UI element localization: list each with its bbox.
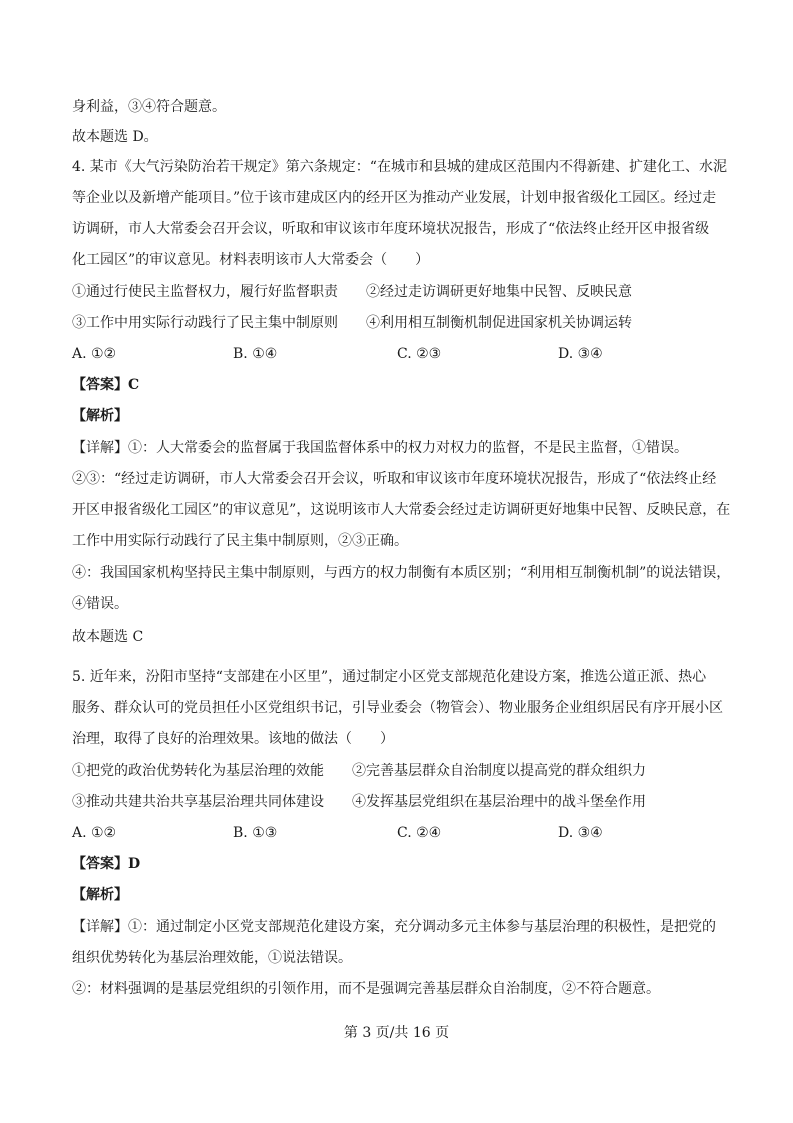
- option-d: D. ③④: [558, 346, 603, 362]
- question-4-line: 4. 某市《大气污染防治若干规定》第六条规定：“在城市和县城的建成区范围内不得新建、扩建化工、水泥: [72, 159, 727, 175]
- question-4-statements: ①通过行使民主监督权力，履行好监督职责 ②经过走访调研更好地集中民智、反映民意: [72, 284, 632, 300]
- option-a: A. ①②: [72, 346, 117, 362]
- question-5-line: 服务、群众认可的党员担任小区党组织书记，引导业委会（物管会）、物业服务企业组织居民有序开展小区: [72, 700, 723, 716]
- explanation-line: 【详解】①：人大常委会的监督属于我国监督体系中的权力对权力的监督，不是民主监督，①错误。: [72, 440, 688, 456]
- explanation-line: 开区申报省级化工园区”的审议意见”，这说明该市人大常委会经过走访调研更好地集中民智、反映民意，在: [72, 502, 731, 518]
- question-5-line: 5. 近年来，汾阳市坚持“支部建在小区里”，通过制定小区党支部规范化建设方案，推选公道正派、热心: [72, 669, 707, 685]
- explanation-line: ④错误。: [72, 596, 128, 612]
- explanation-line: 【详解】①：通过制定小区党支部规范化建设方案，充分调动多元主体参与基层治理的积极性，是把党的: [72, 919, 716, 935]
- question-5-line: 治理，取得了良好的治理效果。该地的做法（ ）: [72, 731, 394, 747]
- text-line: 身利益，③④符合题意。: [72, 99, 226, 115]
- explanation-line: 工作中用实际行动践行了民主集中制原则，②③正确。: [72, 533, 408, 549]
- explanation-line: ②：材料强调的是基层党组织的引领作用，而不是强调完善基层群众自治制度，②不符合题意。: [72, 981, 660, 997]
- option-b: B. ①③: [233, 825, 278, 841]
- option-d: D. ③④: [558, 825, 603, 841]
- option-c: C. ②④: [397, 825, 442, 841]
- analysis-label: 【解析】: [72, 408, 128, 424]
- question-5-statements: ①把党的政治优势转化为基层治理的效能 ②完善基层群众自治制度以提高党的群众组织力: [72, 763, 646, 779]
- question-4-line: 等企业以及新增产能项目。”位于该市建成区内的经开区为推动产业发展，计划申报省级化工园区。经过走: [72, 190, 717, 206]
- analysis-label: 【解析】: [72, 887, 128, 903]
- option-b: B. ①④: [233, 346, 278, 362]
- answer-label: 【答案】D: [72, 856, 141, 872]
- question-4-line: 访调研，市人大常委会召开会议，听取和审议该市年度环境状况报告，形成了“依法终止经开区申报省级: [72, 221, 710, 237]
- option-c: C. ②③: [397, 346, 442, 362]
- explanation-line: 组织优势转化为基层治理效能，①说法错误。: [72, 950, 352, 966]
- question-4-line: 化工园区”的审议意见。材料表明该市人大常委会（ ）: [72, 252, 430, 268]
- text-line: 故本题选 C: [72, 629, 144, 645]
- answer-label: 【答案】C: [72, 377, 140, 393]
- explanation-line: ②③：“经过走访调研，市人大常委会召开会议，听取和审议该市年度环境状况报告，形成了“依法终止经: [72, 471, 717, 487]
- question-4-statements: ③工作中用实际行动践行了民主集中制原则 ④利用相互制衡机制促进国家机关协调运转: [72, 315, 632, 331]
- option-a: A. ①②: [72, 825, 117, 841]
- question-5-statements: ③推动共建共治共享基层治理共同体建设 ④发挥基层党组织在基层治理中的战斗堡垒作用: [72, 794, 646, 810]
- page-number: 第 3 页/共 16 页: [343, 1025, 450, 1041]
- text-line: 故本题选 D。: [72, 129, 158, 145]
- explanation-line: ④：我国国家机构坚持民主集中制原则，与西方的权力制衡有本质区别；“利用相互制衡机制”的说法错误，: [72, 565, 731, 581]
